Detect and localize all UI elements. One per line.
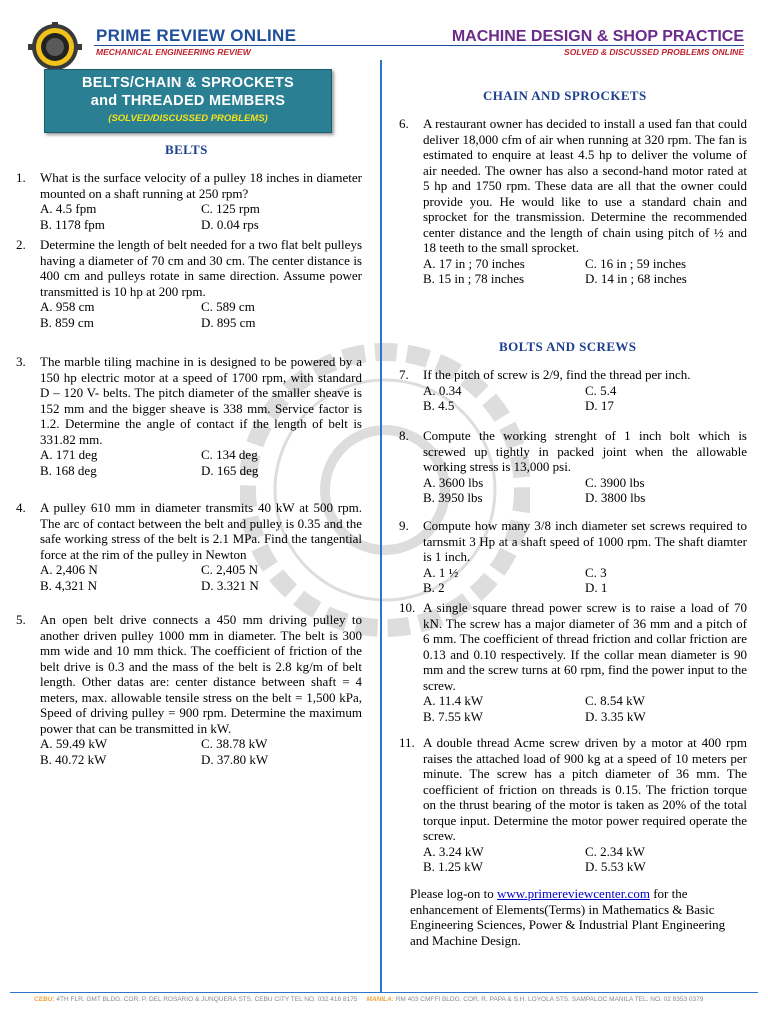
footer-cebu-address: 4TH FLR. GMT BLDG. COR. P. DEL ROSARIO & JUNQUERA STS. CEBU CITY TEL NO. 032 416 8175 — [54, 996, 358, 1003]
choice-d: D. 3.321 N — [201, 577, 259, 593]
question-4 — [16, 500, 362, 593]
question-text: An open belt drive connects a 450 mm driving pulley to another driven pulley 1000 mm in diameter. The belt is 300 mm wide and 10 mm thick. The coefficient of friction of the belt drive is 0.3 and the mass of the belt is 2.8 kg/m of belt length. Other datas are: center distance between shaft = 4 meters, max. allowable tensile stress on the belt = 1,500 kPa, Speed of driving pulley = 900 rpm. Determine the maximum power that can be transmitted in kW. — [40, 612, 362, 736]
answer-choices — [40, 201, 362, 232]
question-number: 1. — [16, 170, 26, 185]
answer-choices — [423, 565, 747, 596]
question-number: 6. — [399, 116, 409, 131]
choice-a: A. 59.49 kW — [40, 736, 108, 751]
choice-c: C. 2,405 N — [201, 562, 259, 577]
question-text: A double thread Acme screw driven by a motor at 400 rpm raises the attached load of 900 kg at a speed of 10 meters per minute. The screw has a pitch diameter of 36 mm. The coefficient of friction on threads is 0.15. The friction torque on the thrust bearing of the motor is taken as 20% of the total torque input. Determine the motor power required operate the screw. — [423, 735, 747, 843]
question-number: 3. — [16, 354, 26, 369]
choice-d: D. 0.04 rps — [201, 216, 259, 232]
answer-choices — [40, 736, 362, 767]
choice-b: B. 4,321 N — [40, 577, 98, 593]
question-8 — [399, 428, 747, 506]
question-10 — [399, 600, 747, 724]
choice-c: C. 3 — [585, 564, 607, 580]
choice-a: A. 958 cm — [40, 299, 95, 314]
question-5 — [16, 612, 362, 767]
choice-b: B. 15 in ; 78 inches — [423, 271, 525, 286]
answer-choices — [40, 447, 362, 478]
question-number: 4. — [16, 500, 26, 515]
website-link[interactable]: www.primereviewcenter.com — [497, 886, 650, 901]
footer-cebu-label: CEBU: — [34, 996, 55, 1003]
choice-b: B. 2 — [423, 580, 445, 595]
banner-line-3: (SOLVED/DISCUSSED PROBLEMS) — [108, 113, 268, 124]
question-text: Compute how many 3/8 inch diameter set screws required to tarnsmit 3 Hp at a shaft speed of 1000 rpm. The shaft diamter is 1 inch. — [423, 518, 747, 564]
choice-c: C. 134 deg — [201, 447, 258, 462]
banner-line-2: and THREADED MEMBERS — [90, 93, 286, 109]
website-note — [410, 886, 740, 948]
topic-banner — [44, 69, 332, 133]
answer-choices — [40, 299, 362, 330]
footer-divider — [10, 992, 758, 993]
choice-c: C. 16 in ; 59 inches — [585, 255, 687, 271]
choice-d: D. 5.53 kW — [585, 859, 646, 874]
choice-c: C. 125 rpm — [201, 201, 260, 216]
question-2 — [16, 237, 362, 330]
question-number: 11. — [399, 735, 415, 750]
question-number: 9. — [399, 518, 409, 533]
choice-a: A. 0.34 — [423, 382, 462, 398]
choice-d: D. 165 deg — [201, 462, 259, 478]
question-7 — [399, 367, 747, 414]
choice-b: B. 4.5 — [423, 398, 455, 413]
choice-d: D. 17 — [585, 398, 614, 413]
choice-c: C. 8.54 kW — [585, 693, 645, 708]
answer-choices — [40, 562, 362, 593]
question-text: The marble tiling machine in is designed to be powered by a 150 hp electric motor at a speed of 1700 rpm, with standard D – 120 V- belts. The pitch diameter of the smaller sheave is 152 mm and the bigger sheave is 338 mm. Service factor is 1.2. Determine the angle of contact if the length of belt is 331.82 mm. — [40, 354, 362, 447]
choice-b: B. 40.72 kW — [40, 751, 107, 767]
question-number: 8. — [399, 428, 409, 443]
column-divider — [380, 60, 382, 992]
answer-choices — [423, 693, 747, 724]
choice-b: B. 1178 fpm — [40, 216, 105, 232]
prime-review-logo — [26, 22, 84, 72]
choice-a: A. 2,406 N — [40, 562, 98, 577]
choice-c: C. 38.78 kW — [201, 736, 268, 751]
choice-a: A. 3.24 kW — [423, 843, 484, 859]
header-title-left: PRIME REVIEW ONLINE — [96, 26, 297, 45]
answer-choices — [423, 383, 747, 414]
note-suffix: for the enhancement of Elements(Terms) in Mathematics & Basic Engineering Sciences, Power & Industrial Plant Engineering and Machine Design. — [410, 886, 726, 948]
header-subtitle-right: SOLVED & DISCUSSED PROBLEMS ONLINE — [564, 47, 744, 57]
header-title-right: MACHINE DESIGN & SHOP PRACTICE — [451, 28, 744, 45]
choice-a: A. 3600 lbs — [423, 474, 484, 490]
section-belts: BELTS — [165, 142, 208, 157]
choice-a: A. 171 deg — [40, 447, 98, 462]
footer-addresses — [34, 996, 744, 1003]
header-subtitle-left: MECHANICAL ENGINEERING REVIEW — [96, 47, 251, 57]
question-3 — [16, 354, 362, 478]
section-chain-sprockets: CHAIN AND SPROCKETS — [483, 88, 647, 103]
question-text: Determine the length of belt needed for a two flat belt pulleys having a diameter of 70 cm and 30 cm. The center distance is 400 cm and pulleys rotate in same direction. Assume power transmitted is 10 hp at 200 rpm. — [40, 237, 362, 299]
question-number: 2. — [16, 237, 26, 252]
choice-b: B. 859 cm — [40, 314, 94, 330]
choice-d: D. 895 cm — [201, 314, 256, 330]
answer-choices — [423, 844, 747, 875]
question-number: 10. — [399, 600, 416, 615]
note-prefix: Please log-on to — [410, 886, 498, 901]
choice-c: C. 5.4 — [585, 382, 617, 398]
choice-a: A. 4.5 fpm — [40, 201, 97, 216]
choice-d: D. 3.35 kW — [585, 708, 646, 724]
choice-d: D. 3800 lbs — [585, 490, 646, 505]
footer-manila-address: RM 403 CMFFI BLDG. COR. R. PAPA & S.H. LOYOLA STS. SAMPALOC MANILA TEL. NO. 02 8353 0379 — [393, 996, 704, 1003]
question-text: A single square thread power screw is to raise a load of 70 kN. The screw has a major diameter of 36 mm and a pitch of 6 mm. The coefficient of thread friction and collar friction are 0.13 and 0.10 respectively. If the collar mean diameter is 90 mm and the screw turns at 60 rpm, find the power input to the screw. — [423, 600, 747, 693]
question-number: 7. — [399, 367, 409, 382]
answer-choices — [423, 256, 747, 287]
choice-b: B. 7.55 kW — [423, 708, 483, 724]
question-6 — [399, 116, 747, 287]
question-text: If the pitch of screw is 2/9, find the thread per inch. — [423, 367, 691, 382]
question-text: What is the surface velocity of a pulley 18 inches in diameter mounted on a shaft running at 250 rpm? — [40, 170, 362, 201]
banner-line-1: BELTS/CHAIN & SPROCKETS — [81, 75, 295, 91]
question-number: 5. — [16, 612, 26, 627]
choice-d: D. 14 in ; 68 inches — [585, 271, 687, 286]
choice-a: A. 11.4 kW — [423, 693, 484, 708]
choice-b: B. 1.25 kW — [423, 859, 483, 874]
footer-manila-label: MANILA: — [366, 996, 394, 1003]
question-11 — [399, 735, 747, 875]
choice-d: D. 37.80 kW — [201, 751, 269, 767]
answer-choices — [423, 475, 747, 506]
choice-a: A. 1 ½ — [423, 564, 459, 580]
choice-c: C. 3900 lbs — [585, 474, 645, 490]
question-1 — [16, 170, 362, 232]
choice-a: A. 17 in ; 70 inches — [423, 255, 525, 271]
choice-c: C. 589 cm — [201, 299, 255, 314]
choice-b: B. 3950 lbs — [423, 490, 483, 505]
question-text: A restaurant owner has decided to install a used fan that could deliver 18,000 cfm of air when running at 320 rpm. The fan is estimated to enquire at least 4.5 hp to deliver the volume of air needed. The owner has also a second-hand motor rated at 5 hp and 1750 rpm. These data are all that the owner could provide you. He would like to use a standard chain and sprocket for the transmission. Determine the recommended center distance and the length of chain using pitch of ½ and 18 teeth to the small sprocket. — [423, 116, 747, 255]
choice-c: C. 2.34 kW — [585, 843, 645, 859]
question-text: Compute the working strenght of 1 inch bolt which is screwed up tightly in packed joint when the allowable working stress is 13,000 psi. — [423, 428, 747, 474]
section-bolts-screws: BOLTS AND SCREWS — [499, 339, 637, 354]
question-9 — [399, 518, 747, 596]
choice-b: B. 168 deg — [40, 462, 97, 478]
question-text: A pulley 610 mm in diameter transmits 40 kW at 500 rpm. The arc of contact between the belt and pulley is 0.35 and the safe working stress of the belt is 2.1 MPa. Find the tangential force at the rim of the pulley in Newton — [40, 500, 362, 562]
choice-d: D. 1 — [585, 580, 608, 595]
